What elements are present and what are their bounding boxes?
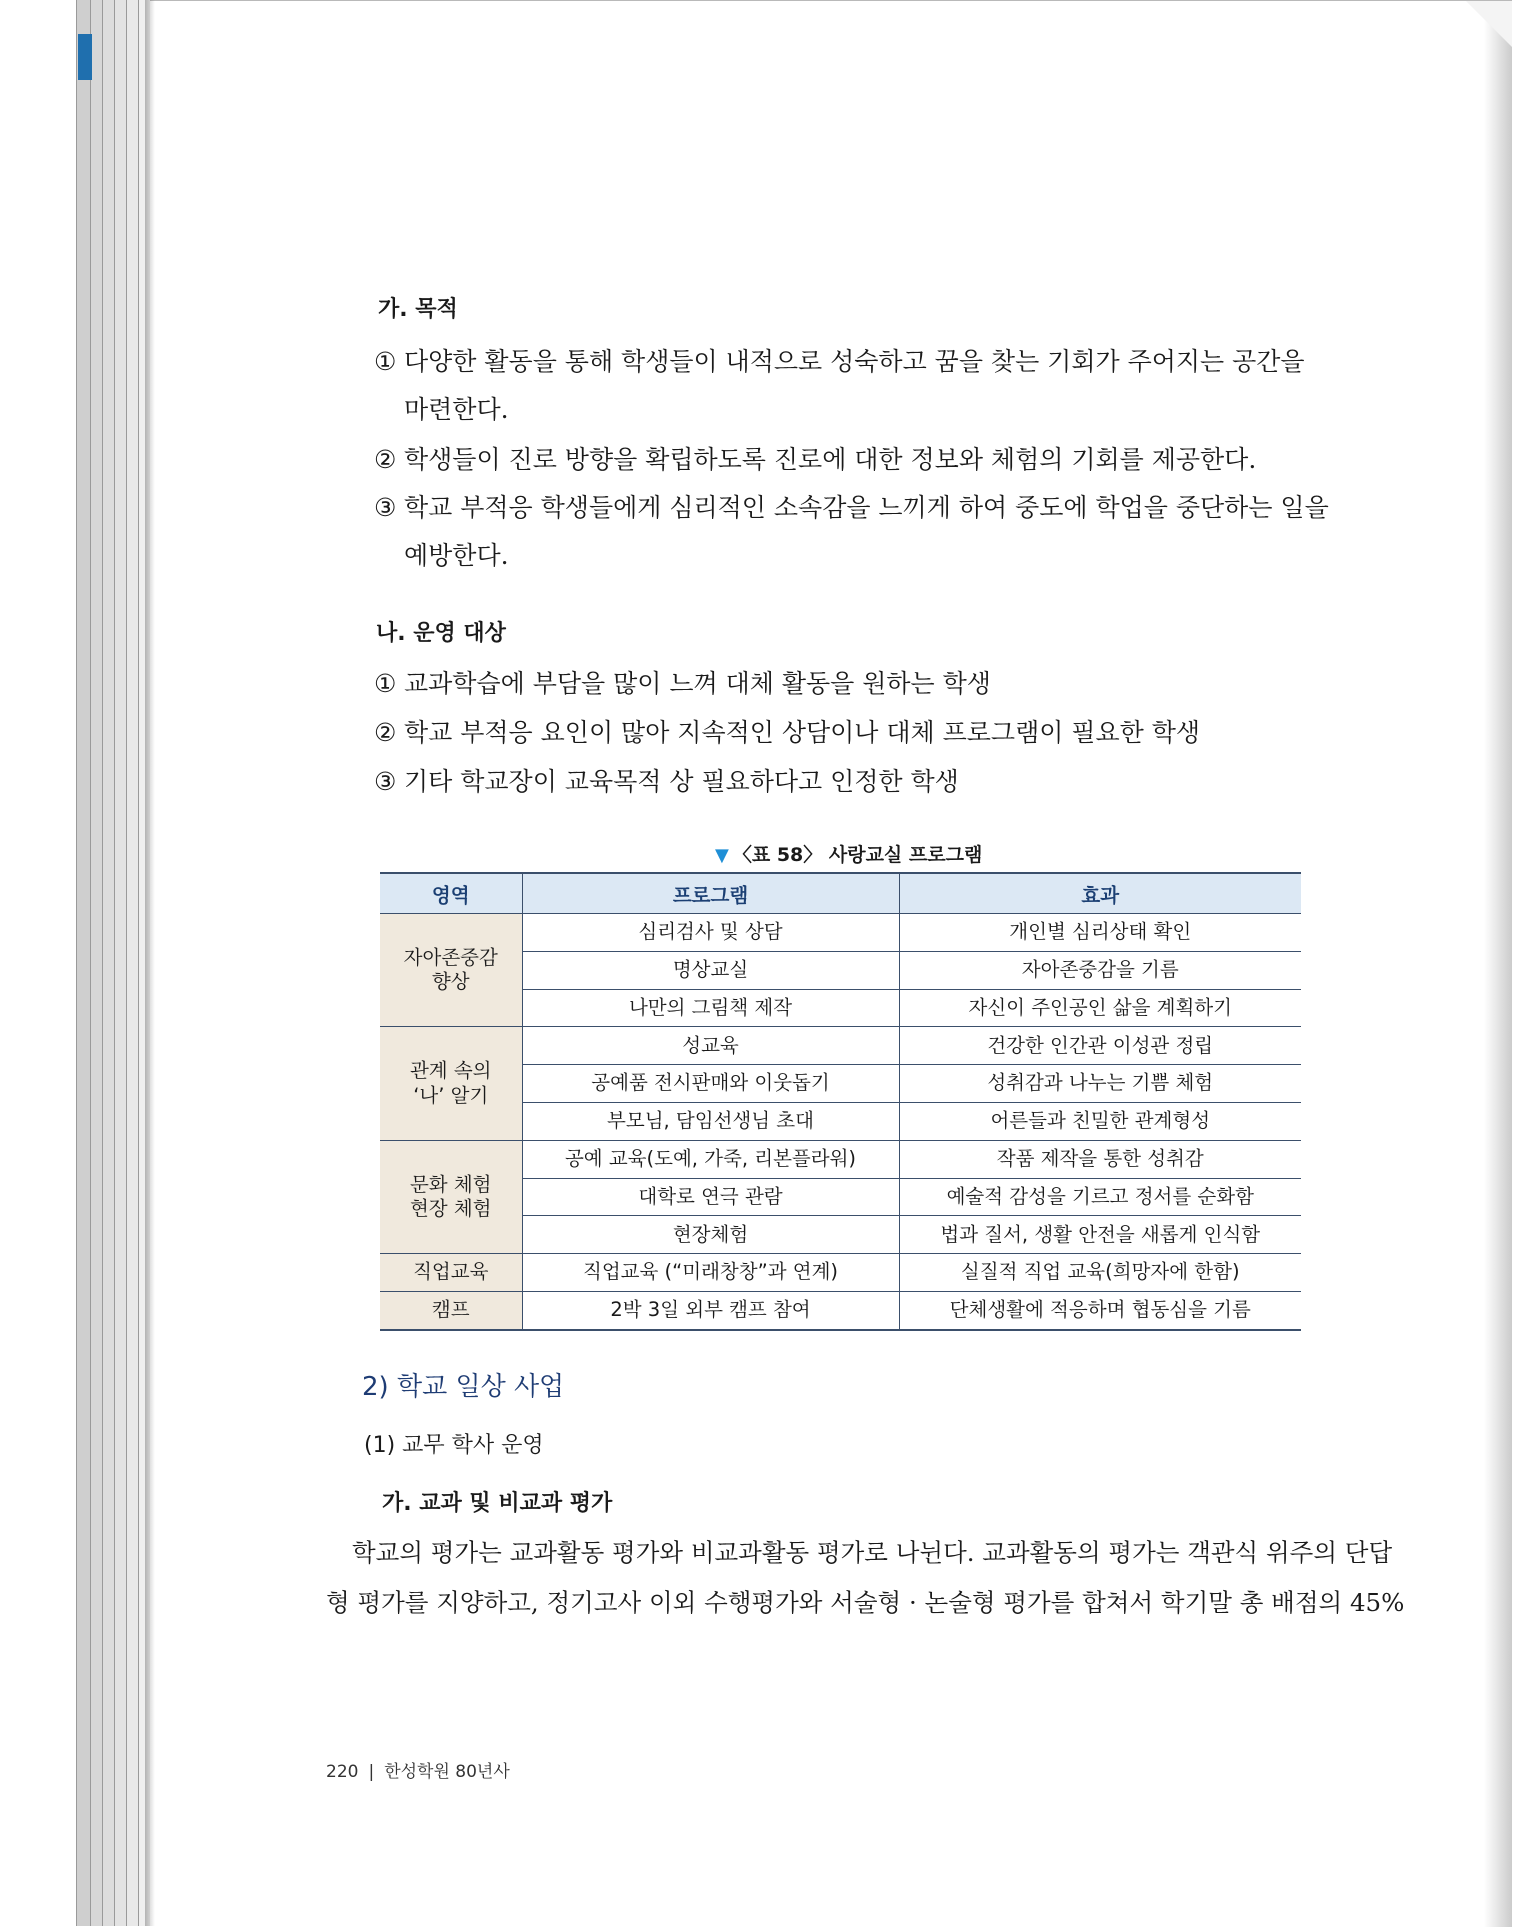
area-label: 관계 속의 ‘나’ 알기 (409, 1059, 492, 1107)
purpose-item-3-continuation: 예방한다. (404, 541, 509, 570)
area-label: 캠프 (431, 1298, 470, 1322)
page-corner (1466, 1, 1512, 47)
table-row (380, 1291, 1301, 1329)
list-marker: ② (374, 718, 397, 747)
targets-heading: 나. 운영 대상 (376, 621, 506, 646)
book-page-stack (76, 0, 150, 1926)
book-title: 한성학원 80년사 (384, 1762, 510, 1782)
evaluation-heading: 가. 교과 및 비교과 평가 (382, 1491, 613, 1516)
list-marker: ③ (374, 767, 397, 796)
table-row (380, 1254, 1301, 1292)
page-right-shadow (1484, 1, 1512, 1927)
page-footer (326, 1757, 510, 1782)
effect-cell: 건강한 인간관 이성관 정립 (899, 1027, 1301, 1065)
purpose-item-2 (374, 440, 1256, 476)
targets-item-2 (374, 713, 1200, 749)
column-header-effect: 효과 (899, 873, 1301, 914)
effect-cell: 성취감과 나누는 기쁨 체험 (899, 1065, 1301, 1103)
area-cell (380, 1254, 522, 1292)
program-cell: 심리검사 및 상담 (522, 914, 899, 952)
column-header-program: 프로그램 (522, 873, 899, 914)
program-cell: 나만의 그림책 제작 (522, 989, 899, 1027)
table-row (380, 1140, 1301, 1178)
table-header-row (380, 873, 1301, 914)
effect-cell: 단체생활에 적응하며 협동심을 기름 (899, 1291, 1301, 1329)
area-cell (380, 914, 522, 1027)
targets-item-1-text: 교과학습에 부담을 많이 느껴 대체 활동을 원하는 학생 (404, 669, 991, 698)
list-marker: ① (374, 669, 397, 698)
program-cell: 명상교실 (522, 951, 899, 989)
effect-cell: 예술적 감성을 기르고 정서를 순화함 (899, 1178, 1301, 1216)
purpose-item-1-continuation: 마련한다. (404, 395, 509, 424)
area-cell (380, 1140, 522, 1253)
area-label: 문화 체험 현장 체험 (409, 1172, 492, 1220)
paragraph-line-2: 형 평가를 지양하고, 정기고사 이외 수행평가와 서술형 · 논술형 평가를 합쳐서 학기말 총 배점의 45% (326, 1588, 1405, 1617)
effect-cell: 개인별 심리상태 확인 (899, 914, 1301, 952)
table-row (380, 914, 1301, 952)
effect-cell: 어른들과 친밀한 관계형성 (899, 1102, 1301, 1140)
table-title (715, 840, 982, 867)
area-label: 자아존중감 향상 (403, 945, 498, 994)
list-marker: ① (374, 347, 397, 376)
page-number: 220 (326, 1762, 359, 1782)
program-cell: 현장체험 (522, 1216, 899, 1254)
area-cell (380, 1291, 522, 1329)
program-cell: 부모님, 담임선생님 초대 (522, 1102, 899, 1140)
purpose-item-3-text: 학교 부적응 학생들에게 심리적인 소속감을 느끼게 하여 중도에 학업을 중단하는 일을 (404, 493, 1329, 522)
table-row (380, 1027, 1301, 1065)
targets-item-1 (374, 664, 991, 700)
targets-item-3-text: 기타 학교장이 교육목적 상 필요하다고 인정한 학생 (404, 767, 959, 796)
effect-cell: 법과 질서, 생활 안전을 새롭게 인식함 (899, 1216, 1301, 1254)
program-cell: 대학로 연극 관람 (522, 1178, 899, 1216)
effect-cell: 작품 제작을 통한 성취감 (899, 1140, 1301, 1178)
column-header-area: 영역 (380, 873, 522, 914)
purpose-item-1 (374, 342, 1305, 378)
purpose-item-3 (374, 488, 1329, 524)
program-cell: 성교육 (522, 1027, 899, 1065)
list-marker: ② (374, 445, 397, 474)
program-cell: 2박 3일 외부 캠프 참여 (522, 1291, 899, 1329)
targets-item-3 (374, 762, 959, 798)
purpose-heading: 가. 목적 (378, 297, 458, 322)
program-cell: 공예 교육(도예, 가죽, 리본플라워) (522, 1140, 899, 1178)
effect-cell: 실질적 직업 교육(희망자에 한함) (899, 1254, 1301, 1292)
book-tab-marker (78, 34, 92, 80)
triangle-down-icon: ▼ (715, 845, 729, 866)
purpose-item-1-text: 다양한 활동을 통해 학생들이 내적으로 성숙하고 꿈을 찾는 기회가 주어지는 공간을 (404, 347, 1305, 376)
footer-separator: | (368, 1762, 375, 1782)
purpose-item-2-text: 학생들이 진로 방향을 확립하도록 진로에 대한 정보와 체험의 기회를 제공한다. (404, 445, 1257, 474)
program-table (380, 872, 1301, 1331)
targets-item-2-text: 학교 부적응 요인이 많아 지속적인 상담이나 대체 프로그램이 필요한 학생 (404, 718, 1201, 747)
area-label: 직업교육 (413, 1260, 489, 1284)
program-cell: 공예품 전시판매와 이웃돕기 (522, 1065, 899, 1103)
program-cell: 직업교육 (“미래창창”과 연계) (522, 1254, 899, 1292)
area-cell (380, 1027, 522, 1140)
page-spine-shadow (145, 0, 155, 1926)
paragraph-line-1: 학교의 평가는 교과활동 평가와 비교과활동 평가로 나뉜다. 교과활동의 평가는 객관식 위주의 단답 (352, 1538, 1393, 1567)
subsection-title: (1) 교무 학사 운영 (364, 1433, 544, 1458)
effect-cell: 자아존중감을 기름 (899, 951, 1301, 989)
effect-cell: 자신이 주인공인 삶을 계획하기 (899, 989, 1301, 1027)
list-marker: ③ (374, 493, 397, 522)
section-title: 2) 학교 일상 사업 (362, 1372, 565, 1402)
table-title-text: 〈표 58〉 사랑교실 프로그램 (732, 844, 983, 866)
